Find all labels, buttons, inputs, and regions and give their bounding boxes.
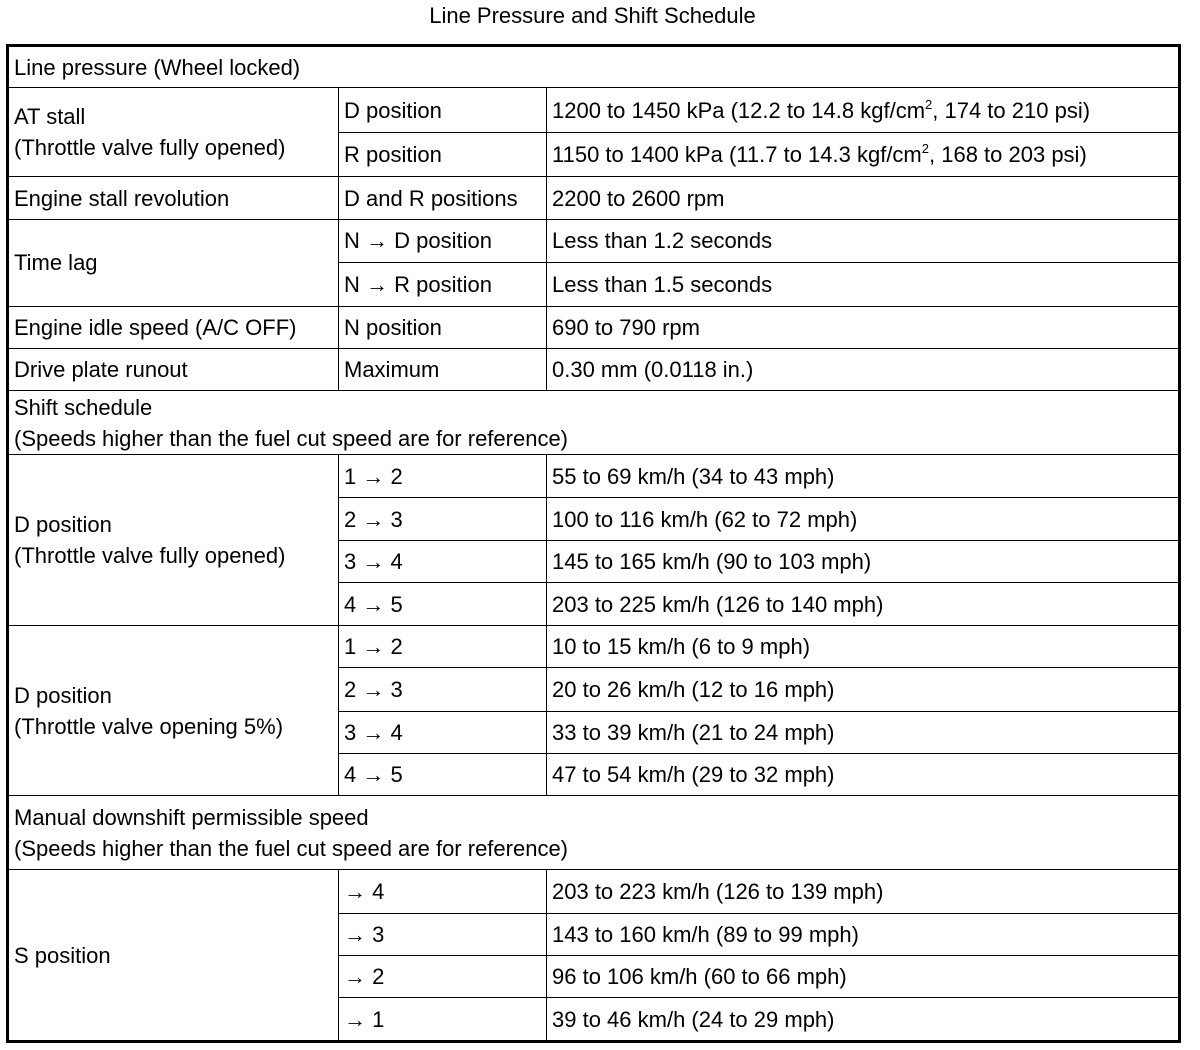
position-cell: D position [339,88,547,132]
table-row [8,625,1180,667]
value-cell: 1150 to 1400 kPa (11.7 to 14.3 kgf/$cm^2$, 168 to 203 psi) [547,132,1180,176]
position-cell: N position [339,306,547,348]
shift-cell: 2 → 3 [339,498,547,540]
value-cell: 10 to 15 km/h (6 to 9 mph) [547,625,1180,667]
engine-stall-label: Engine stall revolution [8,177,339,219]
five-percent-label-line2: (Throttle valve opening 5%) [14,713,284,739]
value-cell: 0.30 mm (0.0118 in.) [547,348,1180,390]
at-stall-label-line2: (Throttle valve fully opened) [14,135,286,161]
table-row [8,391,1180,455]
value-cell: 203 to 223 km/h (126 to 139 mph) [547,870,1180,913]
position-cell: N → R position [339,263,547,306]
value-cell: 33 to 39 km/h (21 to 24 mph) [547,711,1180,753]
table-row [8,348,1180,390]
shift-cell: → 2 [339,955,547,997]
table-row [8,219,1180,262]
full-throttle-label [8,455,339,626]
shift-schedule-header-line2: (Speeds higher than the fuel cut speed are for reference) [14,425,569,451]
value-cell: Less than 1.2 seconds [547,219,1180,262]
shift-cell: 4 → 5 [339,753,547,795]
s-position-label: S position [8,870,339,1042]
value-cell: 1200 to 1450 kPa (12.2 to 14.8 kgf/$cm^2$, 174 to 210 psi) [547,88,1180,132]
value-cell: 55 to 69 km/h (34 to 43 mph) [547,455,1180,498]
shift-cell: 4 → 5 [339,583,547,625]
position-cell: Maximum [339,348,547,390]
position-cell: D and R positions [339,177,547,219]
value-cell: 203 to 225 km/h (126 to 140 mph) [547,583,1180,625]
shift-schedule-header-line1: Shift schedule [14,394,153,420]
line-pressure-header: Line pressure (Wheel locked) [8,46,1180,88]
value-cell: 20 to 26 km/h (12 to 16 mph) [547,668,1180,711]
value-cell: 100 to 116 km/h (62 to 72 mph) [547,498,1180,540]
shift-schedule-header [8,391,1180,455]
position-cell: R position [339,132,547,176]
manual-downshift-header-line1: Manual downshift permissible speed [14,804,369,830]
table-row [8,88,1180,132]
five-percent-label [8,625,339,796]
value-cell: Less than 1.5 seconds [547,263,1180,306]
spec-table [6,44,1181,1043]
table-row [8,177,1180,219]
value-cell: 96 to 106 km/h (60 to 66 mph) [547,955,1180,997]
value-cell: 143 to 160 km/h (89 to 99 mph) [547,913,1180,955]
at-stall-label [8,88,339,177]
position-cell: N → D position [339,219,547,262]
value-cell: 47 to 54 km/h (29 to 32 mph) [547,753,1180,795]
shift-cell: 3 → 4 [339,711,547,753]
shift-cell: 2 → 3 [339,668,547,711]
table-row [8,46,1180,88]
idle-speed-label: Engine idle speed (A/C OFF) [8,306,339,348]
value-cell: 39 to 46 km/h (24 to 29 mph) [547,998,1180,1042]
time-lag-label: Time lag [8,219,339,306]
at-stall-label-line1: AT stall [14,104,86,130]
shift-cell: 1 → 2 [339,625,547,667]
table-row [8,455,1180,498]
full-throttle-label-line2: (Throttle valve fully opened) [14,542,286,568]
shift-cell: 3 → 4 [339,540,547,582]
table-row [8,796,1180,870]
value-cell: 690 to 790 rpm [547,306,1180,348]
shift-cell: 1 → 2 [339,455,547,498]
value-cell: 145 to 165 km/h (90 to 103 mph) [547,540,1180,582]
full-throttle-label-line1: D position [14,511,112,537]
drive-plate-label: Drive plate runout [8,348,339,390]
shift-cell: → 1 [339,998,547,1042]
manual-downshift-header [8,796,1180,870]
shift-cell: → 4 [339,870,547,913]
value-cell: 2200 to 2600 rpm [547,177,1180,219]
table-row [8,870,1180,913]
page-title: Line Pressure and Shift Schedule [429,3,756,28]
table-row [8,306,1180,348]
manual-downshift-header-line2: (Speeds higher than the fuel cut speed are for reference) [14,835,569,861]
shift-cell: → 3 [339,913,547,955]
five-percent-label-line1: D position [14,682,112,708]
